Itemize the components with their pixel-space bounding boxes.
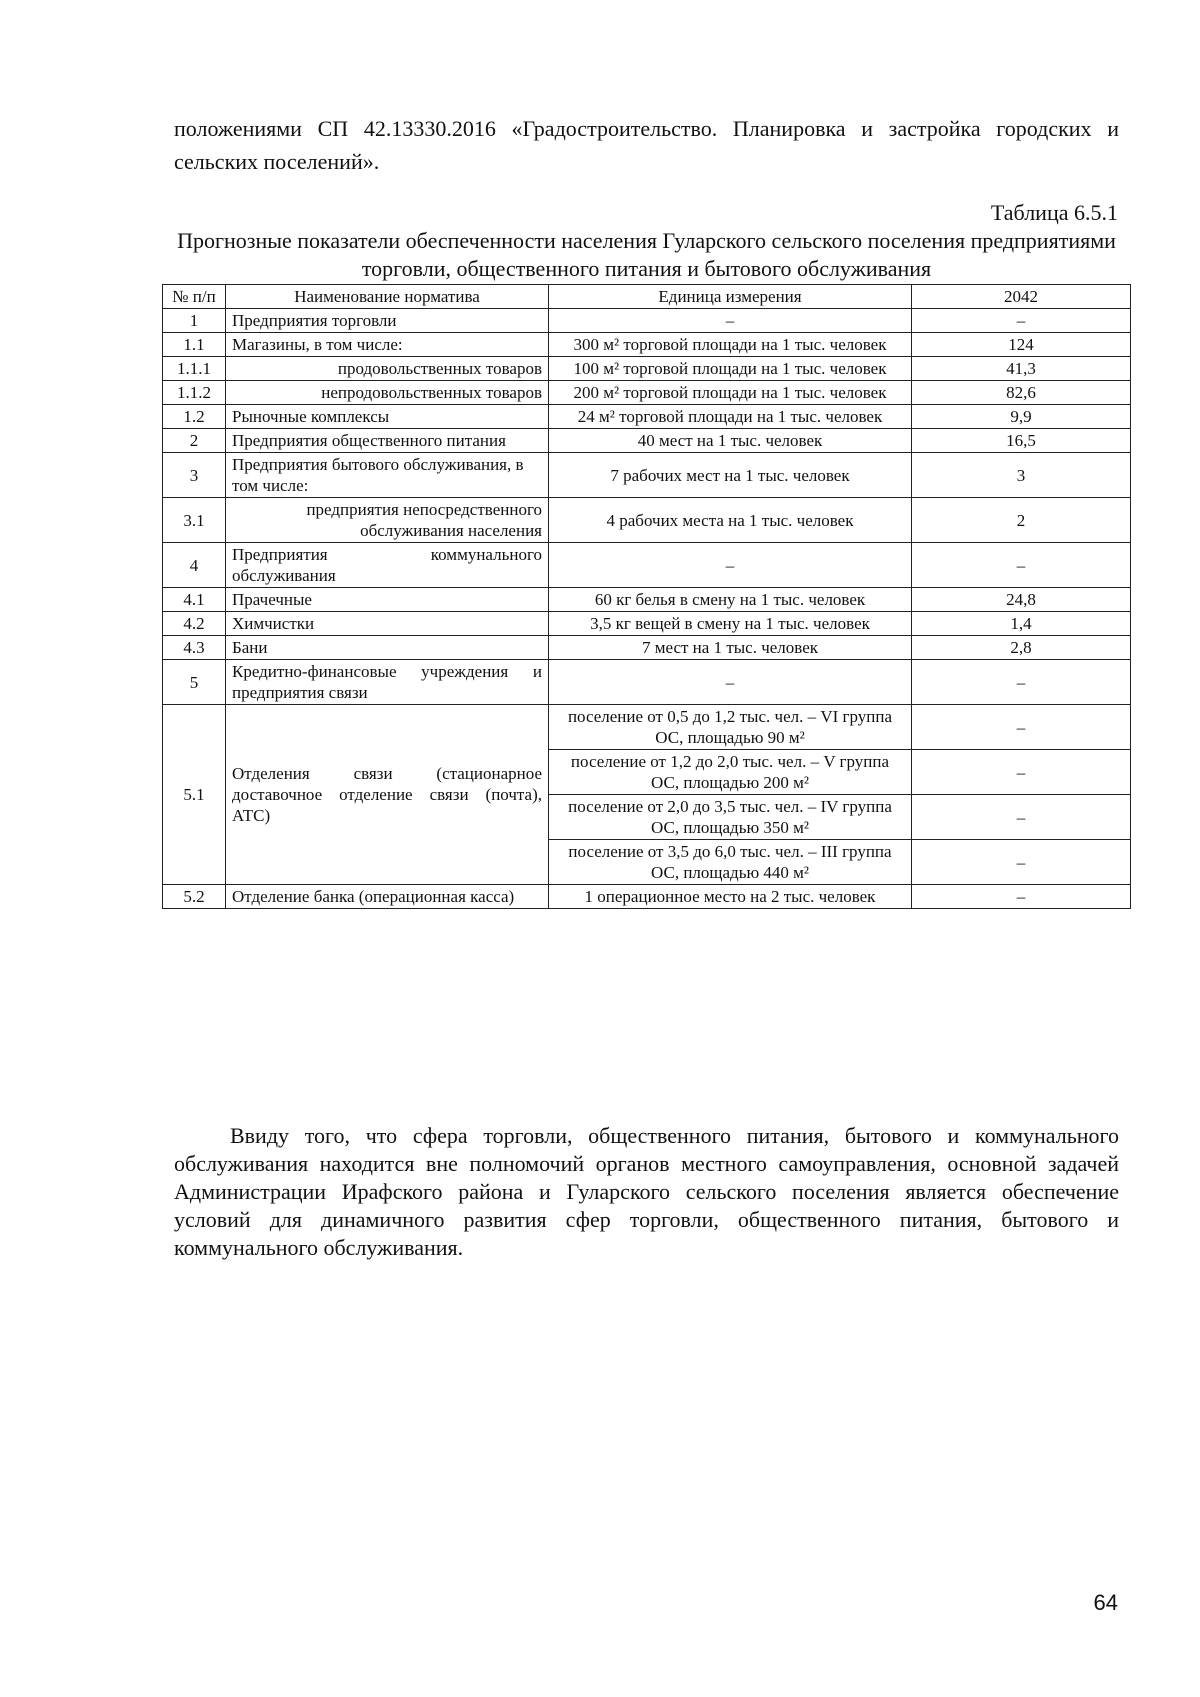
- row-value: 9,9: [912, 405, 1131, 429]
- table-row: [163, 309, 1131, 333]
- row-value: –: [912, 660, 1131, 705]
- table-row: [163, 636, 1131, 660]
- intro-paragraph: положениями СП 42.13330.2016 «Градостроительство. Планировка и застройка городских и сельских поселений».: [174, 116, 1119, 174]
- table-row: [163, 612, 1131, 636]
- row-value: –: [912, 309, 1131, 333]
- row-name: Предприятия торговли: [226, 309, 549, 333]
- table-row: [163, 660, 1131, 705]
- row-name: Предприятия бытового обслуживания, в том числе:: [226, 453, 549, 498]
- table-label: Таблица 6.5.1: [990, 200, 1118, 225]
- row-num: 3: [163, 453, 226, 498]
- row-name: Предприятия коммунального обслуживания: [226, 543, 549, 588]
- row-num: 4.1: [163, 588, 226, 612]
- row-value: 3: [912, 453, 1131, 498]
- row-unit: 7 рабочих мест на 1 тыс. человек: [549, 453, 912, 498]
- row-value: 16,5: [912, 429, 1131, 453]
- row-unit: 1 операционное место на 2 тыс. человек: [549, 885, 912, 909]
- table-row: [163, 405, 1131, 429]
- row-unit: 60 кг белья в смену на 1 тыс. человек: [549, 588, 912, 612]
- row-unit: 300 м² торговой площади на 1 тыс. человек: [549, 333, 912, 357]
- row-name: Рыночные комплексы: [226, 405, 549, 429]
- table-row: [163, 381, 1131, 405]
- row-unit: –: [549, 309, 912, 333]
- row-value: 124: [912, 333, 1131, 357]
- row-num: 3.1: [163, 498, 226, 543]
- row-num: 5.1: [163, 705, 226, 885]
- header-unit: Единица измерения: [549, 285, 912, 309]
- row-unit: 40 мест на 1 тыс. человек: [549, 429, 912, 453]
- row-unit: поселение от 2,0 до 3,5 тыс. чел. – IV группа ОС, площадью 350 м²: [549, 795, 912, 840]
- row-unit: 24 м² торговой площади на 1 тыс. человек: [549, 405, 912, 429]
- table-row: [163, 705, 1131, 750]
- row-name: предприятия непосредственного обслуживания населения: [226, 498, 549, 543]
- row-unit: поселение от 1,2 до 2,0 тыс. чел. – V группа ОС, площадью 200 м²: [549, 750, 912, 795]
- row-num: 1.2: [163, 405, 226, 429]
- row-name: Отделения связи (стационарное доставочное отделение связи (почта), АТС): [226, 705, 549, 885]
- table-row: [163, 885, 1131, 909]
- row-value: –: [912, 795, 1131, 840]
- header-num: № п/п: [163, 285, 226, 309]
- row-unit: 7 мест на 1 тыс. человек: [549, 636, 912, 660]
- row-name: Прачечные: [226, 588, 549, 612]
- table-header-row: [163, 285, 1131, 309]
- row-value: –: [912, 885, 1131, 909]
- row-value: 24,8: [912, 588, 1131, 612]
- row-value: 2: [912, 498, 1131, 543]
- row-unit: 200 м² торговой площади на 1 тыс. человек: [549, 381, 912, 405]
- row-unit: –: [549, 543, 912, 588]
- row-value: 2,8: [912, 636, 1131, 660]
- norms-table: [162, 284, 1131, 909]
- row-num: 4: [163, 543, 226, 588]
- row-value: 82,6: [912, 381, 1131, 405]
- table-row: [163, 543, 1131, 588]
- table-row: [163, 357, 1131, 381]
- row-name: непродовольственных товаров: [226, 381, 549, 405]
- row-value: –: [912, 543, 1131, 588]
- table-title: Прогнозные показатели обеспеченности населения Гуларского сельского поселения предприятиями торговли, общественного питания и бытового обслуживания: [177, 228, 1116, 281]
- table-row: [163, 333, 1131, 357]
- row-unit: поселение от 3,5 до 6,0 тыс. чел. – III группа ОС, площадью 440 м²: [549, 840, 912, 885]
- row-unit: 3,5 кг вещей в смену на 1 тыс. человек: [549, 612, 912, 636]
- row-num: 5.2: [163, 885, 226, 909]
- row-num: 4.2: [163, 612, 226, 636]
- row-unit: –: [549, 660, 912, 705]
- row-num: 1.1.2: [163, 381, 226, 405]
- row-num: 1.1: [163, 333, 226, 357]
- table-row: [163, 453, 1131, 498]
- row-name: Химчистки: [226, 612, 549, 636]
- row-unit: 100 м² торговой площади на 1 тыс. человек: [549, 357, 912, 381]
- row-unit: 4 рабочих места на 1 тыс. человек: [549, 498, 912, 543]
- header-name: Наименование норматива: [226, 285, 549, 309]
- conclusion-paragraph: Ввиду того, что сфера торговли, общественного питания, бытового и коммунального обслуживания находится вне полномочий органов местного самоуправления, основной задачей Администрации Ирафского района и Гуларского сельского поселения является обеспечение условий для динамичного развития сфер торговли, общественного питания, бытового и коммунального обслуживания.: [174, 1123, 1119, 1260]
- page-number: 64: [1093, 1590, 1118, 1615]
- row-value: 1,4: [912, 612, 1131, 636]
- row-name: Бани: [226, 636, 549, 660]
- row-num: 2: [163, 429, 226, 453]
- row-num: 5: [163, 660, 226, 705]
- row-num: 1.1.1: [163, 357, 226, 381]
- row-name: Предприятия общественного питания: [226, 429, 549, 453]
- row-name: Отделение банка (операционная касса): [226, 885, 549, 909]
- row-value: –: [912, 705, 1131, 750]
- row-name: продовольственных товаров: [226, 357, 549, 381]
- table-row: [163, 588, 1131, 612]
- row-unit: поселение от 0,5 до 1,2 тыс. чел. – VI группа ОС, площадью 90 м²: [549, 705, 912, 750]
- row-name: Магазины, в том числе:: [226, 333, 549, 357]
- row-num: 1: [163, 309, 226, 333]
- table-row: [163, 498, 1131, 543]
- table-row: [163, 429, 1131, 453]
- header-year: 2042: [912, 285, 1131, 309]
- row-name: Кредитно-финансовые учреждения и предприятия связи: [226, 660, 549, 705]
- row-value: –: [912, 840, 1131, 885]
- row-value: 41,3: [912, 357, 1131, 381]
- row-num: 4.3: [163, 636, 226, 660]
- row-value: –: [912, 750, 1131, 795]
